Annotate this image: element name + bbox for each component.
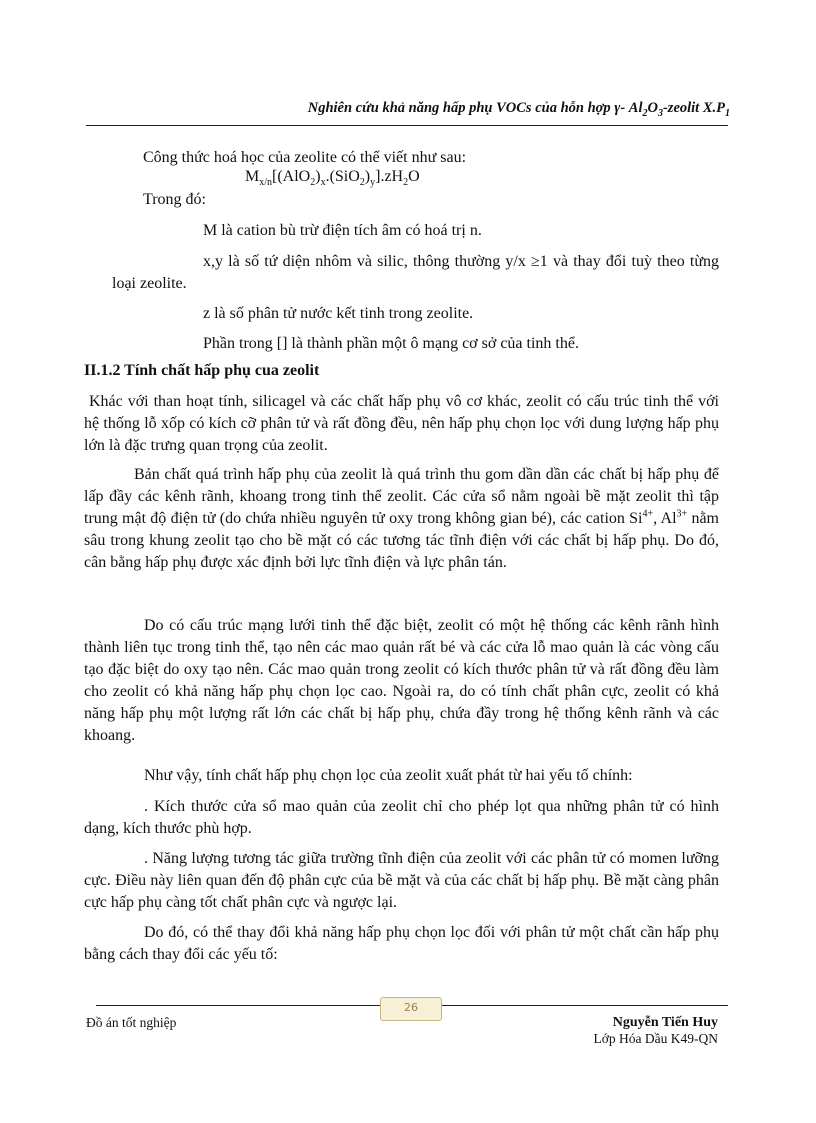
footer-rule-right (440, 1005, 728, 1006)
page-number-badge (380, 997, 442, 1021)
paragraph-1: Khác với than hoạt tính, silicagel và các chất hấp phụ vô cơ khác, zeolit có cấu trúc tinh thể với hệ thống lỗ xốp có kích cỡ phân tử và rất đồng đều, nên hấp phụ chọn lọc với dung lượng hấp phụ lớn là đặc trưng quan trọng của zeolit. (84, 393, 719, 454)
running-header: Nghiên cứu khả năng hấp phụ VOCs của hỗn hợp γ- $Al_2O_3$-zeolit $X.P_1$ (307, 100, 730, 119)
header-rule (86, 125, 728, 126)
paragraph-3: Do có cấu trúc mạng lưới tinh thể đặc biệt, zeolit có một hệ thống các kênh rãnh hình thành liên tục trong tinh thể, tạo nên các mao quản rất bé và các cửa lỗ mao quản là các vòng cấu tạo đặc biệt do oxy tạo nên. Các mao quản trong zeolit có kích thước phân tử và rất đồng đều làm cho zeolit có khả năng hấp phụ chọn lọc cao. Ngoài ra, do có tính chất phân cực, zeolit có khả năng hấp phụ một lượng rất lớn các chất bị hấp phụ, chứa đầy trong hệ thống kênh rãnh và các khoang. (84, 617, 719, 744)
paragraph-6: . Năng lượng tương tác giữa trường tĩnh điện của zeolit với các phân tử có momen lưỡng cực. Điều này liên quan đến độ phân cực của bề mặt và của các chất bị hấp phụ. Bề mặt càng phân cực hấp phụ càng tốt chất phân cực và ngược lại. (84, 850, 719, 911)
page-number: 26 (404, 1001, 418, 1014)
section-heading: II.1.2 Tính chất hấp phụ cua zeolit (84, 362, 320, 379)
paragraph-5: . Kích thước cửa sổ mao quản của zeolit chỉ cho phép lọt qua những phân tử có hình dạng, kích thước phù hợp. (84, 798, 719, 837)
footer-author: Nguyễn Tiến Huy (612, 1015, 718, 1030)
chemical-formula: $M_{x/n}[(AlO_2)_x.(SiO_2)_y].zH_2O$ (245, 168, 420, 189)
definition-m: M là cation bù trừ điện tích âm có hoá trị n. (203, 222, 482, 239)
paragraph-2: Bản chất quá trình hấp phụ của zeolit là quá trình thu gom dần dần các chất bị hấp phụ để lấp đầy các kênh rãnh, khoang trong tinh thể zeolit. Các cửa sổ nằm ngoài bề mặt zeolit thì tập trung mật độ điện tử (do chứa nhiều nguyên tử oxy trong không gian bé), các cation $Si^{4+}$, $Al^{3+}$ nằm sâu trong khung zeolit tạo cho bề mặt có các tương tác tĩnh điện với các chất bị hấp phụ. Do đó, cân bằng hấp phụ được xác định bởi lực tĩnh điện và lực phân tán. (84, 466, 720, 571)
formula-intro: Công thức hoá học của zeolite có thể viết như sau: (143, 149, 467, 166)
definition-xy: x,y là số tứ diện nhôm và silic, thông thường y/x ≥1 và thay đổi tuỳ theo từng loại zeolite. (112, 253, 719, 292)
footer-left: Đồ án tốt nghiệp (86, 1015, 177, 1030)
footer-rule-left (96, 1005, 381, 1006)
definition-z: z là số phân tử nước kết tinh trong zeolite. (203, 305, 474, 322)
where-label: Trong đó: (143, 191, 206, 208)
paragraph-7: Do đó, có thể thay đổi khả năng hấp phụ chọn lọc đối với phân tử một chất cần hấp phụ bằng cách thay đổi các yếu tố: (84, 924, 719, 963)
definition-bracket: Phần trong [] là thành phần một ô mạng cơ sở của tinh thể. (203, 335, 579, 352)
paragraph-4: Như vậy, tính chất hấp phụ chọn lọc của zeolit xuất phát từ hai yếu tố chính: (144, 767, 633, 784)
footer-class: Lớp Hóa Dầu K49-QN (593, 1031, 718, 1046)
